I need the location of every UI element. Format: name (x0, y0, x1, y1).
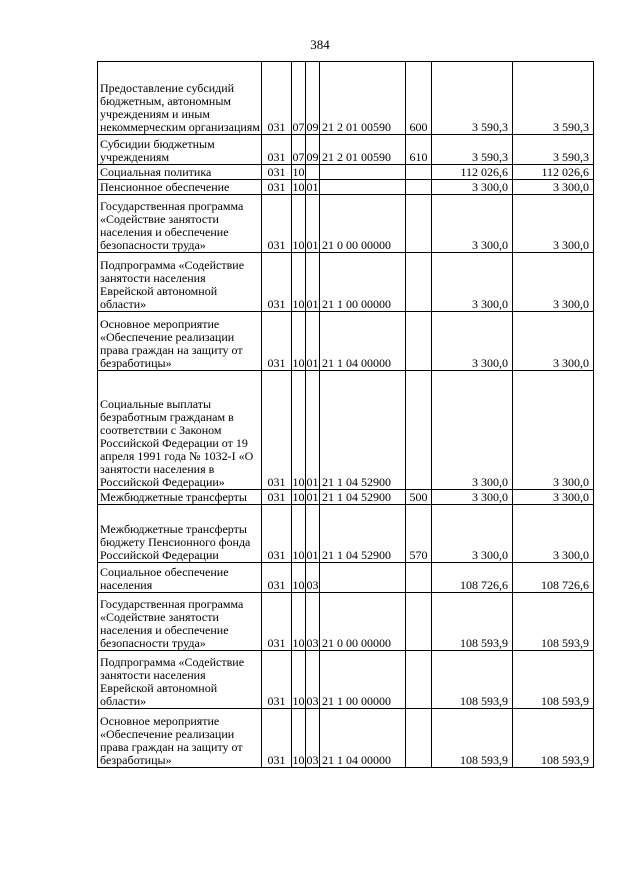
expense-type-cell (406, 709, 432, 768)
section-code-cell: 10 (292, 563, 306, 593)
amount-year1-cell: 3 590,3 (432, 62, 513, 135)
subsection-code-cell: 03 (306, 593, 320, 651)
subsection-code-cell: 01 (306, 253, 320, 312)
section-code-cell: 10 (292, 312, 306, 371)
expenditure-name-cell: Предоставление субсидий бюджетным, автономным учреждениям и иным некоммерческим организациям (98, 62, 262, 135)
subsection-code-cell: 01 (306, 490, 319, 504)
section-code-cell: 10 (292, 253, 306, 312)
target-article-cell (320, 563, 406, 593)
amount-year1-cell: 108 593,9 (432, 651, 513, 709)
subsection-code-cell (306, 165, 320, 180)
amount-year1-cell: 108 593,9 (432, 593, 513, 651)
table-row (98, 312, 594, 371)
section-code-cell: 10 (292, 490, 305, 504)
target-article-cell: 21 2 01 00590 (320, 62, 406, 135)
table-row (98, 135, 594, 165)
table-row (98, 505, 594, 563)
target-article-cell: 21 2 01 00590 (320, 135, 406, 165)
section-code-cell: 10 (292, 180, 305, 194)
amount-year1-cell: 3 300,0 (432, 195, 513, 253)
expenditure-name-cell: Социальные выплаты безработным гражданам в соответствии с Законом Российской Федерации от 19 апреля 1991 года № 1032-I «О занятости населения в Российской Федерации» (98, 371, 262, 490)
subsection-code-cell: 01 (306, 505, 320, 563)
table-row (98, 62, 594, 135)
section-code-cell: 10 (292, 165, 305, 179)
table-row (98, 180, 594, 195)
target-article-cell: 21 1 00 00000 (320, 253, 406, 312)
subsection-code-cell: 01 (306, 312, 320, 371)
section-code-cell: 10 (292, 709, 306, 768)
target-article-cell: 21 1 04 52900 (320, 490, 406, 505)
target-article-cell (320, 165, 406, 180)
target-article-cell: 21 1 04 52900 (320, 505, 406, 563)
amount-year1-cell: 3 300,0 (432, 253, 513, 312)
table-body (98, 62, 594, 768)
expenditure-name-cell: Государственная программа «Содействие занятости населения и обеспечение безопасности труда» (98, 195, 262, 253)
amount-year1-cell: 3 300,0 (432, 490, 513, 505)
expense-type-cell: 610 (406, 135, 432, 165)
target-article-cell: 21 1 00 00000 (320, 651, 406, 709)
expenditure-name-cell: Подпрограмма «Содействие занятости населения Еврейской автономной области» (98, 253, 262, 312)
amount-year1-cell: 3 590,3 (432, 135, 513, 165)
amount-year2-cell: 3 300,0 (513, 180, 594, 195)
table-row (98, 165, 594, 180)
expense-type-cell (406, 651, 432, 709)
table-row (98, 490, 594, 505)
expense-type-cell (406, 593, 432, 651)
subsection-code-cell: 01 (306, 180, 319, 194)
amount-year2-cell: 3 300,0 (513, 195, 594, 253)
page-number: 384 (310, 37, 330, 52)
ministry-code-cell: 031 (262, 505, 292, 563)
amount-year2-cell: 3 590,3 (513, 62, 594, 135)
expenditure-name-cell: Основное мероприятие «Обеспечение реализации права граждан на защиту от безработицы» (98, 312, 262, 371)
table-row (98, 253, 594, 312)
subsection-code-cell: 03 (306, 709, 320, 768)
target-article-cell: 21 0 00 00000 (320, 593, 406, 651)
subsection-code-cell: 01 (306, 371, 320, 490)
expenditure-name-cell: Субсидии бюджетным учреждениям (98, 135, 262, 165)
expenditure-name-cell: Социальная политика (98, 165, 262, 180)
amount-year2-cell: 108 593,9 (513, 593, 594, 651)
expense-type-cell (406, 165, 432, 180)
subsection-code-cell: 09 (306, 135, 320, 165)
amount-year1-cell: 112 026,6 (432, 165, 513, 180)
table-row (98, 593, 594, 651)
target-article-cell: 21 1 04 00000 (320, 709, 406, 768)
ministry-code-cell: 031 (262, 195, 292, 253)
ministry-code-cell: 031 (262, 709, 292, 768)
ministry-code-cell: 031 (262, 563, 292, 593)
expense-type-cell: 500 (406, 490, 432, 505)
ministry-code-cell: 031 (262, 165, 292, 180)
expenditure-name-cell: Межбюджетные трансферты (98, 490, 262, 505)
expenditure-name-cell: Государственная программа «Содействие занятости населения и обеспечение безопасности труда» (98, 593, 262, 651)
ministry-code-cell: 031 (262, 371, 292, 490)
expense-type-cell (406, 312, 432, 371)
section-code-cell: 10 (292, 505, 306, 563)
section-code-cell: 07 (292, 135, 306, 165)
expenditure-name-cell: Подпрограмма «Содействие занятости населения Еврейской автономной области» (98, 651, 262, 709)
amount-year1-cell: 3 300,0 (432, 180, 513, 195)
amount-year2-cell: 3 300,0 (513, 505, 594, 563)
subsection-code-cell: 09 (306, 62, 320, 135)
expenditure-name-cell: Социальное обеспечение населения (98, 563, 262, 593)
ministry-code-cell: 031 (262, 253, 292, 312)
expense-type-cell (406, 563, 432, 593)
amount-year2-cell: 108 726,6 (513, 563, 594, 593)
expense-type-cell (406, 371, 432, 490)
amount-year2-cell: 3 300,0 (513, 490, 594, 505)
ministry-code-cell: 031 (262, 62, 292, 135)
amount-year1-cell: 108 726,6 (432, 563, 513, 593)
section-code-cell: 10 (292, 195, 306, 253)
target-article-cell: 21 0 00 00000 (320, 195, 406, 253)
expenditure-name-cell: Основное мероприятие «Обеспечение реализации права граждан на защиту от безработицы» (98, 709, 262, 768)
section-code-cell: 10 (292, 371, 306, 490)
target-article-cell: 21 1 04 52900 (320, 371, 406, 490)
amount-year2-cell: 3 590,3 (513, 135, 594, 165)
amount-year2-cell: 108 593,9 (513, 651, 594, 709)
ministry-code-cell: 031 (262, 180, 292, 195)
table-row (98, 651, 594, 709)
expense-type-cell (406, 253, 432, 312)
expense-type-cell (406, 180, 432, 195)
amount-year2-cell: 112 026,6 (513, 165, 594, 180)
section-code-cell: 07 (292, 62, 306, 135)
section-code-cell: 10 (292, 651, 306, 709)
amount-year2-cell: 3 300,0 (513, 253, 594, 312)
ministry-code-cell: 031 (262, 651, 292, 709)
ministry-code-cell: 031 (262, 593, 292, 651)
amount-year2-cell: 3 300,0 (513, 371, 594, 490)
target-article-cell: 21 1 04 00000 (320, 312, 406, 371)
table-row (98, 195, 594, 253)
ministry-code-cell: 031 (262, 135, 292, 165)
amount-year1-cell: 3 300,0 (432, 371, 513, 490)
expense-type-cell (406, 195, 432, 253)
amount-year2-cell: 108 593,9 (513, 709, 594, 768)
expense-type-cell: 570 (406, 505, 432, 563)
subsection-code-cell: 03 (306, 563, 320, 593)
amount-year2-cell: 3 300,0 (513, 312, 594, 371)
subsection-code-cell: 03 (306, 651, 320, 709)
subsection-code-cell: 01 (306, 195, 320, 253)
ministry-code-cell: 031 (262, 490, 292, 505)
expenditure-name-cell: Межбюджетные трансферты бюджету Пенсионного фонда Российской Федерации (98, 505, 262, 563)
table-row (98, 371, 594, 490)
table-row (98, 709, 594, 768)
expenditure-name-cell: Пенсионное обеспечение (98, 180, 262, 195)
target-article-cell (320, 180, 406, 195)
section-code-cell: 10 (292, 593, 306, 651)
table-row (98, 563, 594, 593)
ministry-code-cell: 031 (262, 312, 292, 371)
budget-table (97, 61, 594, 768)
expense-type-cell: 600 (406, 62, 432, 135)
amount-year1-cell: 3 300,0 (432, 505, 513, 563)
amount-year1-cell: 108 593,9 (432, 709, 513, 768)
amount-year1-cell: 3 300,0 (432, 312, 513, 371)
